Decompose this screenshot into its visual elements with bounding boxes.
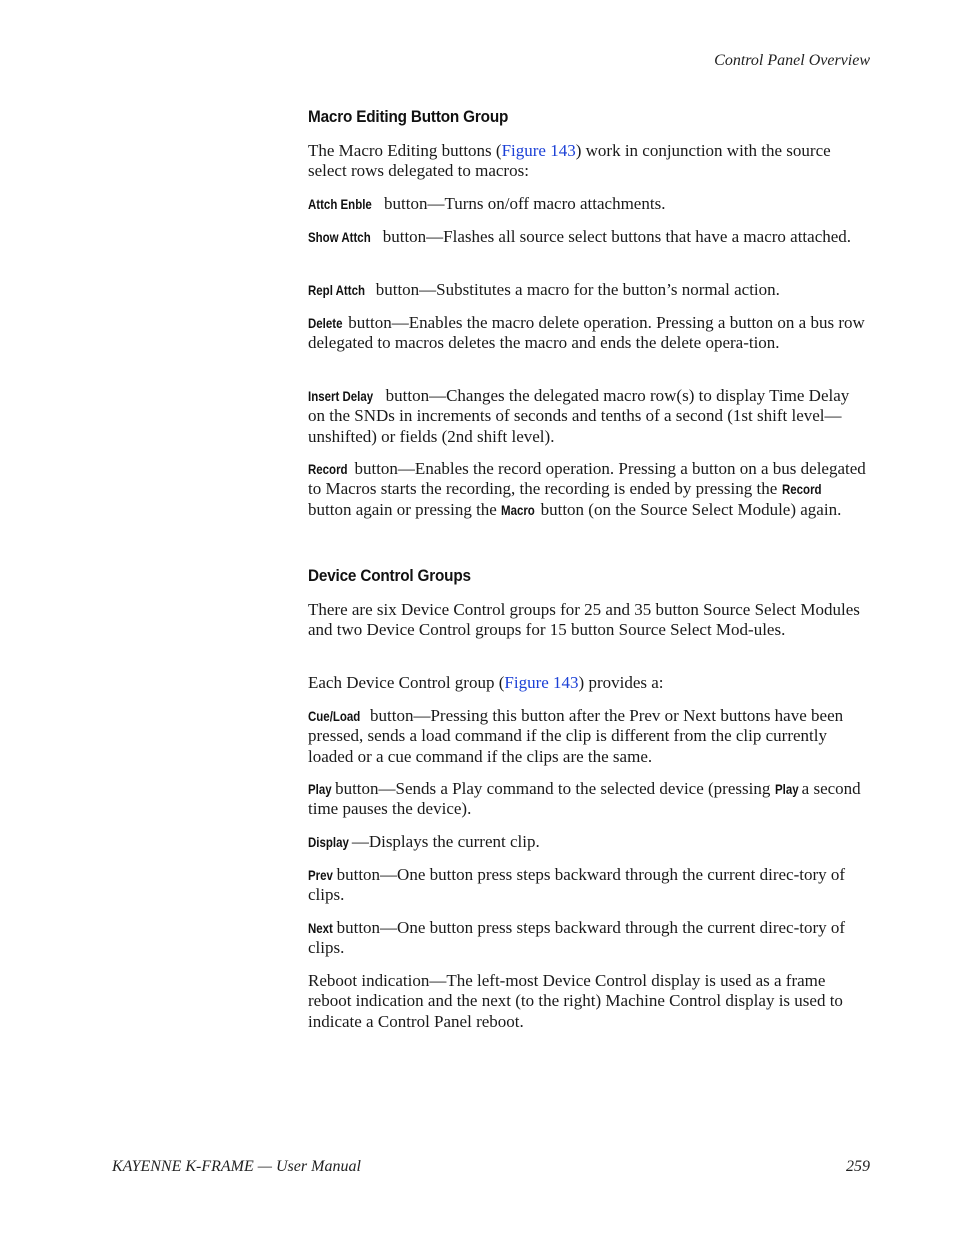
item-text: button—Changes the delegated macro row(s) to display Time Delay on the SNDs in increments of seconds and tenths of a second (1st shift level—unshifted) or fields (2nd shift level). bbox=[308, 386, 850, 446]
item-text: button—Substitutes a macro for the button’s normal action. bbox=[371, 280, 780, 299]
item-text: button—Enables the macro delete operation. Pressing a button on a bus row delegated to macros deletes the macro and ends the delete opera-tion. bbox=[308, 313, 865, 353]
item-text: a second time pauses the device). bbox=[308, 779, 861, 819]
term-next: Next bbox=[308, 920, 333, 936]
figure-143-link[interactable]: Figure 143 bbox=[501, 141, 576, 160]
macro-intro-pre: The Macro Editing buttons ( bbox=[308, 141, 502, 160]
footer-manual-title: KAYENNE K-FRAME — User Manual bbox=[112, 1158, 361, 1175]
item-cue-load bbox=[308, 706, 870, 767]
device-intro-paragraph: There are six Device Control groups for 25 and 35 button Source Select Modules and two Device Control groups for 15 button Source Select Mod-ules. bbox=[308, 600, 860, 640]
item-text: button—One button press steps backward through the current direc-tory of clips. bbox=[308, 865, 846, 905]
item-delete bbox=[308, 313, 870, 354]
item-text: button—Flashes all source select buttons that have a macro attached. bbox=[378, 227, 852, 246]
term-cue-load: Cue/Load bbox=[308, 708, 361, 724]
term-delete: Delete bbox=[308, 315, 343, 331]
section-heading-device-control: Device Control Groups bbox=[308, 566, 471, 585]
term-macro-inline: Macro bbox=[501, 501, 535, 518]
reboot-paragraph: Reboot indication—The left-most Device Control display is used as a frame reboot indication and the next (to the right) Machine Control display is used to indicate a Control Panel reboot. bbox=[308, 971, 843, 1031]
term-display: Display bbox=[308, 834, 349, 850]
item-attch-enble bbox=[308, 194, 870, 214]
item-text: button again or pressing the bbox=[308, 499, 502, 519]
term-insert-delay: Insert Delay bbox=[308, 388, 374, 404]
item-text: button (on the Source Select Module) again. bbox=[536, 499, 842, 519]
item-next bbox=[308, 918, 870, 959]
term-play-inline: Play bbox=[774, 781, 799, 797]
term-play: Play bbox=[308, 781, 332, 797]
running-header: Control Panel Overview bbox=[714, 52, 870, 69]
footer-page-number: 259 bbox=[846, 1158, 870, 1175]
term-record-inline: Record bbox=[781, 481, 822, 498]
item-text: —Displays the current clip. bbox=[351, 832, 540, 851]
item-insert-delay bbox=[308, 386, 870, 447]
item-display bbox=[308, 832, 870, 852]
item-text: button—Pressing this button after the Prev or Next buttons have been pressed, sends a load command if the clip is different from the clip currently loaded or a cue command if the clips are the same. bbox=[308, 706, 844, 766]
each-post: ) provides a: bbox=[578, 673, 664, 692]
term-show-attch: Show Attch bbox=[308, 229, 371, 245]
item-text: button—One button press steps backward through the current direc-tory of clips. bbox=[308, 918, 846, 958]
device-each-paragraph bbox=[308, 673, 870, 693]
term-repl-attch: Repl Attch bbox=[308, 282, 365, 298]
term-record: Record bbox=[308, 461, 348, 477]
term-prev: Prev bbox=[308, 867, 333, 883]
item-prev bbox=[308, 865, 870, 906]
each-pre: Each Device Control group ( bbox=[308, 673, 505, 692]
section-heading-macro-editing: Macro Editing Button Group bbox=[308, 107, 509, 126]
item-text: button—Enables the record operation. Pressing a button on a bus delegated to Macros starts the recording, the recording is ended by pressing the bbox=[308, 459, 866, 499]
item-show-attch bbox=[308, 227, 870, 247]
item-text: button—Turns on/off macro attachments. bbox=[379, 194, 666, 213]
item-record bbox=[308, 459, 870, 520]
macro-intro-post: ) work in conjunction with the source select rows delegated to macros: bbox=[308, 141, 831, 181]
term-attch-enble: Attch Enble bbox=[308, 196, 372, 212]
item-repl-attch bbox=[308, 280, 870, 300]
figure-143-link-2[interactable]: Figure 143 bbox=[504, 673, 579, 692]
item-text: button—Sends a Play command to the selected device (pressing bbox=[330, 779, 775, 798]
macro-intro-paragraph bbox=[308, 141, 870, 182]
item-play bbox=[308, 779, 870, 820]
